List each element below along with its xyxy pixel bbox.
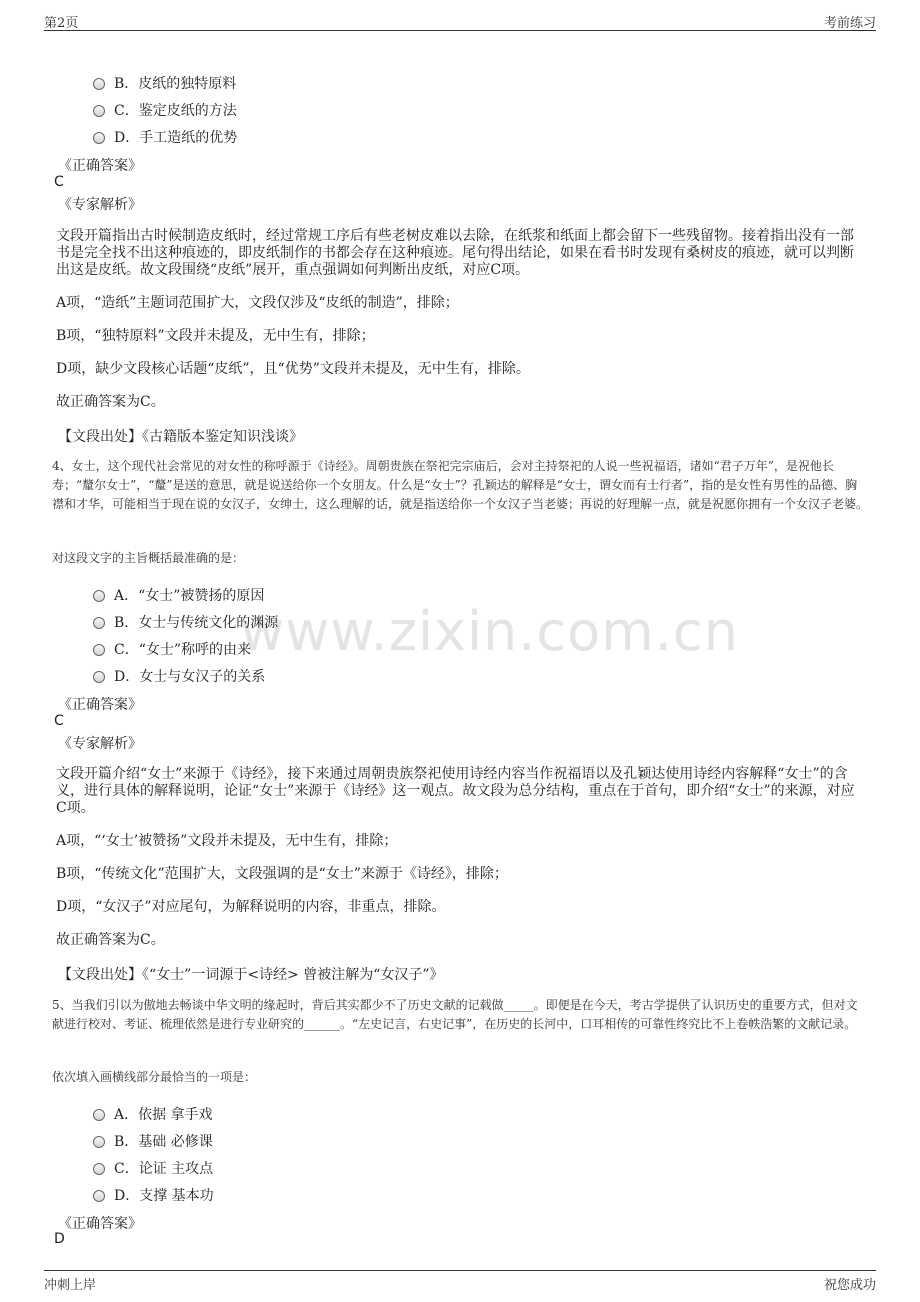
q5-answer-label: 《正确答案》	[58, 1216, 142, 1232]
header-title: 考前练习	[823, 16, 876, 31]
radio-icon[interactable]	[93, 671, 105, 683]
q3-analysis-d: D项，缺少文段核心话题“皮纸”，且“优势”文段并未提及，无中生有，排除。	[56, 361, 530, 377]
watermark: www.zixin.com.cn	[240, 600, 739, 663]
q4-answer-label: 《正确答案》	[58, 697, 142, 713]
q3-analysis-text: 文段开篇指出古时候制造皮纸时，经过常规工序后有些老树皮难以去除，在纸浆和纸面上都会留下一些残留物。接着指出没有一部书是完全找不出这种痕迹的，即皮纸制作的书都会存在这种痕迹。尾句得出结论，如果在看书时发现有桑树皮的痕迹，就可以判断出这是皮纸。故文段围绕“皮纸”展开，重点强调如何判断出皮纸，对应C项。	[56, 228, 854, 278]
q4-option-c[interactable]: C．“女士”称呼的由来	[93, 639, 251, 659]
q4-analysis-a: A项，“‘女士’被赞扬”文段并未提及，无中生有，排除；	[56, 833, 398, 849]
q3-analysis-a: A项，“造纸”主题词范围扩大，文段仅涉及“皮纸的制造”，排除；	[56, 295, 459, 311]
q4-analysis-b: B项，“传统文化”范围扩大，文段强调的是“女士”来源于《诗经》，排除；	[56, 866, 508, 882]
q3-conclusion: 故正确答案为C。	[56, 394, 165, 410]
q4-option-a[interactable]: A．“女士”被赞扬的原因	[93, 585, 264, 605]
q4-option-d[interactable]: D．女士与女汉子的关系	[93, 666, 265, 686]
q5-prompt: 依次填入画横线部分最恰当的一项是：	[52, 1070, 257, 1084]
q5-option-b[interactable]: B．基础 必修课	[93, 1131, 213, 1151]
radio-icon[interactable]	[93, 105, 105, 117]
footer-right: 祝您成功	[823, 1278, 876, 1293]
q4-analysis-text: 文段开篇介绍“女士”来源于《诗经》，接下来通过周朝贵族祭祀使用诗经内容当作祝福语以及孔颖达使用诗经内容解释“女士”的含义，进行具体的解释说明，论证“女士”来源于《诗经》这一观点。故文段为总分结构，重点在于首句，即介绍“女士”的来源，对应C项。	[56, 766, 855, 816]
radio-icon[interactable]	[93, 1163, 105, 1175]
q3-answer: C	[54, 174, 64, 190]
q4-analysis-d: D项，“女汉子”对应尾句，为解释说明的内容，非重点，排除。	[56, 899, 446, 915]
q3-answer-label: 《正确答案》	[58, 158, 142, 174]
page-number: 第2页	[44, 16, 79, 31]
q4-question: 4、女士，这个现代社会常见的对女性的称呼源于《诗经》。周朝贵族在祭祀完宗庙后，会对主持祭祀的人说一些祝福语，诸如“君子万年”，是祝他长寿；“釐尔女士”，“釐”是送的意思，就是说送给你一个女朋友。什么是“女士”？孔颖达的解释是“女士，谓女而有士行者”，指的是女性有男性的品德、胸襟和才华，可能相当于现在说的女汉子，女绅士，这么理解的话，就是指送给你一个女汉子当老婆；再说的好理解一点，就是祝愿你拥有一个女汉子老婆。	[52, 459, 869, 511]
q3-analysis-b: B项，“独特原料”文段并未提及，无中生有，排除；	[56, 328, 375, 344]
page-header	[44, 0, 876, 31]
radio-icon[interactable]	[93, 644, 105, 656]
q4-conclusion: 故正确答案为C。	[56, 932, 165, 948]
radio-icon[interactable]	[93, 132, 105, 144]
radio-icon[interactable]	[93, 617, 105, 629]
page-footer	[44, 1270, 876, 1301]
footer-left: 冲刺上岸	[44, 1278, 97, 1293]
q4-option-b[interactable]: B．女士与传统文化的渊源	[93, 612, 278, 632]
q4-analysis-label: 《专家解析》	[58, 736, 142, 752]
q4-answer: C	[54, 713, 64, 729]
q5-option-d[interactable]: D．支撑 基本功	[93, 1185, 214, 1205]
q4-prompt: 对这段文字的主旨概括最准确的是：	[52, 551, 245, 565]
q5-answer: D	[54, 1231, 65, 1247]
q3-source: 【文段出处】《古籍版本鉴定知识浅谈》	[58, 429, 303, 445]
q5-option-a[interactable]: A．依据 拿手戏	[93, 1104, 213, 1124]
radio-icon[interactable]	[93, 590, 105, 602]
q4-source: 【文段出处】《“女士”一词源于<诗经> 曾被注解为“女汉子”》	[58, 967, 444, 983]
q3-analysis-label: 《专家解析》	[58, 197, 142, 213]
radio-icon[interactable]	[93, 78, 105, 90]
q3-option-b[interactable]: B．皮纸的独特原料	[93, 73, 236, 93]
radio-icon[interactable]	[93, 1109, 105, 1121]
radio-icon[interactable]	[93, 1190, 105, 1202]
q5-question: 5、当我们引以为傲地去畅谈中华文明的缘起时，背后其实都少不了历史文献的记载做_____。即便是在今天，考古学提供了认识历史的重要方式，但对文献进行校对、考证、梳理依然是进行专业研究的______。“左史记言，右史记事”，在历史的长河中，口耳相传的可靠性终究比不上卷帙浩繁的文献记录。	[52, 998, 858, 1031]
radio-icon[interactable]	[93, 1136, 105, 1148]
q3-option-c[interactable]: C．鉴定皮纸的方法	[93, 100, 237, 120]
q5-option-c[interactable]: C．论证 主攻点	[93, 1158, 213, 1178]
q3-option-d[interactable]: D．手工造纸的优势	[93, 127, 237, 147]
